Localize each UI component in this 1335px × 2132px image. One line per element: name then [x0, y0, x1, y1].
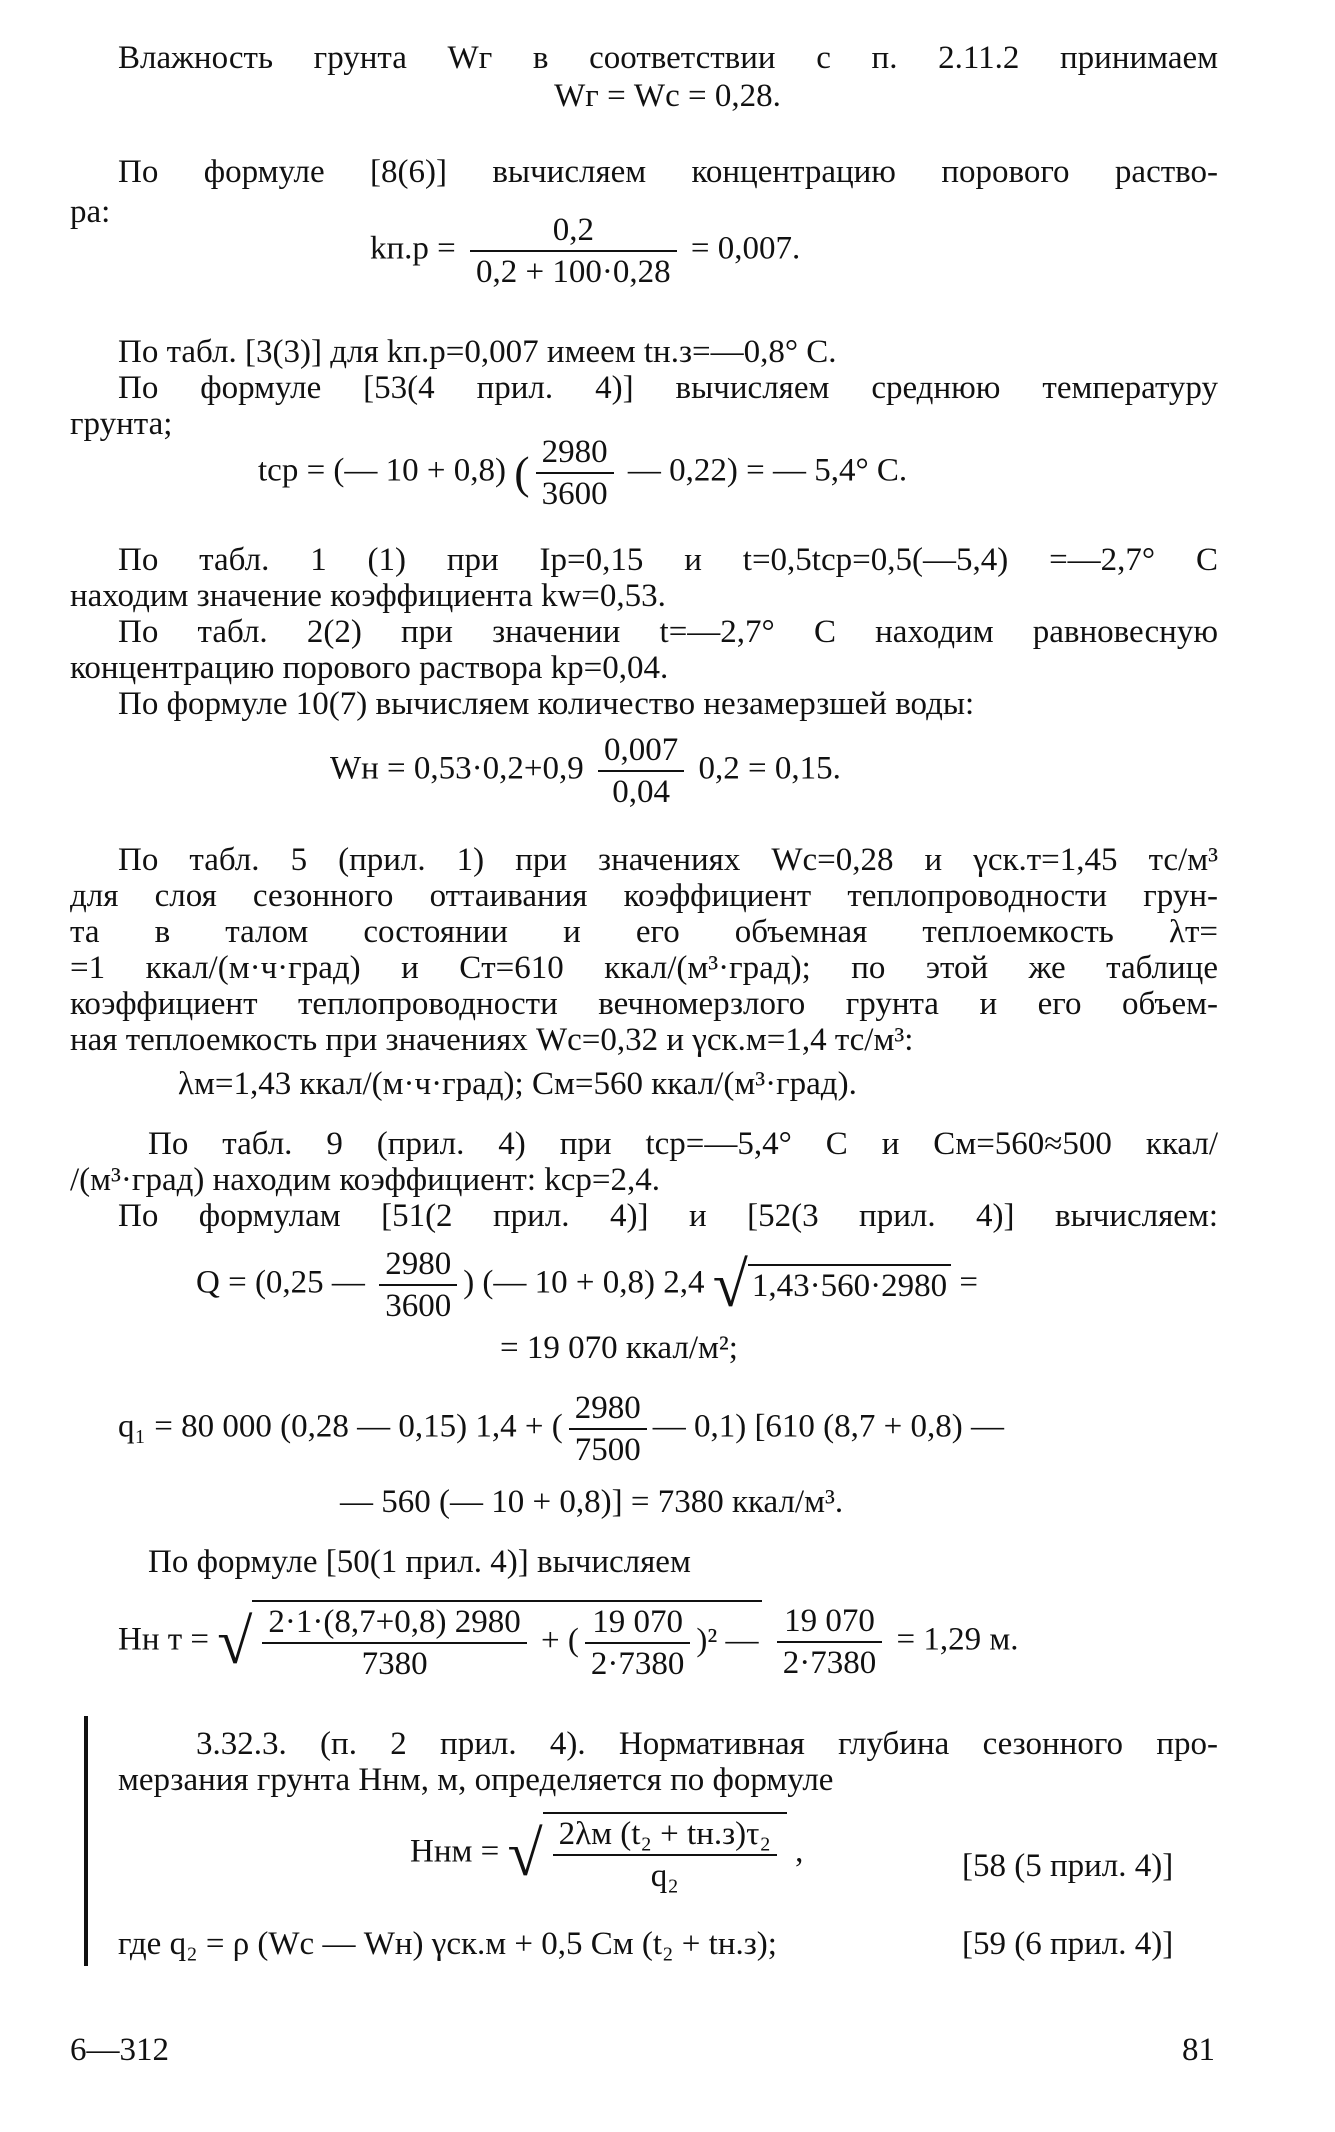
- text-line: По табл. 1 (1) при Iр=0,15 и t=0,5tср=0,5(—5,4) =—2,7° С: [118, 542, 1218, 578]
- equation: где q₂ = ρ (Wс — Wн) γск.м + 0,5 Cм (t₂ + tн.з);: [118, 1926, 777, 1962]
- fraction-numerator: 2980: [536, 432, 614, 474]
- equation-q: [196, 1244, 978, 1326]
- text-line: По формуле 10(7) вычисляем количество незамерзшей воды:: [118, 686, 975, 722]
- fraction: [379, 1244, 457, 1326]
- equation-reference: [58 (5 прил. 4)]: [962, 1848, 1174, 1884]
- fraction-denominator: 7380: [361, 1646, 428, 1682]
- fraction-numerator: 0,007: [598, 730, 684, 772]
- equation: — 560 (— 10 + 0,8)] = 7380 ккал/м³.: [340, 1484, 844, 1520]
- text-line: мерзания грунта Hнм, м, определяется по формуле: [118, 1762, 834, 1798]
- text-line: Влажность грунта Wг в соответствии с п. 2.11.2 принимаем: [118, 40, 1218, 76]
- equation-hm: [410, 1812, 803, 1896]
- fraction: [569, 1388, 647, 1470]
- text-line: По формуле [8(6)] вычисляем концентрацию порового раство-: [118, 154, 1218, 190]
- fraction: [470, 210, 677, 292]
- fraction: [598, 730, 684, 812]
- fraction: [553, 1814, 777, 1896]
- eq-lhs: Hн т =: [118, 1621, 210, 1658]
- fraction: [777, 1601, 883, 1683]
- fraction-numerator: 2λм (t₂ + tн.з)τ₂: [553, 1814, 777, 1856]
- eq-lhs: kп.р =: [370, 230, 456, 267]
- text-line: грунта;: [70, 406, 173, 442]
- signature-mark: 6—312: [70, 2032, 169, 2068]
- eq-mid: ) (— 10 + 0,8) 2,4: [463, 1264, 705, 1301]
- equation-tcp: [258, 432, 907, 514]
- eq-lhs: Q = (0,25 —: [196, 1264, 365, 1301]
- eq-rhs: — 0,1) [610 (8,7 + 0,8) —: [652, 1408, 1005, 1445]
- paren: (: [514, 447, 530, 498]
- fraction: [585, 1602, 691, 1684]
- text-line: По формуле [50(1 прил. 4)] вычисляем: [148, 1544, 691, 1580]
- eq-lhs: tср = (— 10 + 0,8): [258, 452, 507, 489]
- text-line: По формуле [53(4 прил. 4)] вычисляем среднюю температуру: [118, 370, 1218, 406]
- fraction-denominator: 2·7380: [590, 1646, 685, 1682]
- text-line: коэффициент теплопроводности вечномерзлого грунта и его объем-: [70, 986, 1218, 1022]
- fraction-numerator: 2980: [569, 1388, 647, 1430]
- equation: = 19 070 ккал/м²;: [500, 1330, 738, 1366]
- text-line: находим значение коэффициента kw=0,53.: [70, 578, 666, 614]
- fraction-numerator: 19 070: [585, 1602, 691, 1644]
- radicand: [252, 1600, 762, 1684]
- eq-rhs: 0,2 = 0,15.: [698, 750, 841, 787]
- eq-rhs: — 0,22) = — 5,4° С.: [627, 452, 908, 489]
- text-line: =1 ккал/(м·ч·град) и Cт=610 ккал/(м³·град); по этой же таблице: [70, 950, 1218, 986]
- fraction-numerator: 0,2: [470, 210, 677, 252]
- text-line: По табл. 5 (прил. 1) при значениях Wс=0,28 и γск.т=1,45 тс/м³: [118, 842, 1218, 878]
- text-line: ная теплоемкость при значениях Wс=0,32 и γск.м=1,4 тс/м³:: [70, 1022, 914, 1058]
- sqrt-icon: √: [712, 1249, 748, 1320]
- equation-wn: [330, 730, 841, 812]
- text-line: По табл. 9 (прил. 4) при tср=—5,4° С и Cм=560≈500 ккал/: [148, 1126, 1218, 1162]
- eq-sign: =: [959, 1264, 979, 1301]
- text-line: ра:: [70, 194, 111, 230]
- text-line: та в талом состоянии и его объемная теплоемкость λт=: [70, 914, 1218, 950]
- eq-rhs: = 0,007.: [690, 230, 801, 267]
- text-line: концентрацию порового раствора kр=0,04.: [70, 650, 669, 686]
- fraction-numerator: 2980: [379, 1244, 457, 1286]
- equation-h: [118, 1600, 1018, 1684]
- fraction-denominator: 3600: [541, 476, 608, 512]
- text-line: По табл. 2(2) при значении t=—2,7° С находим равновесную: [118, 614, 1218, 650]
- eq-lhs: Hнм =: [410, 1833, 500, 1870]
- sqrt-icon: √: [507, 1818, 543, 1889]
- eq-lhs: q₁ = 80 000 (0,28 — 0,15) 1,4 + (: [118, 1408, 563, 1445]
- page-number: 81: [1182, 2032, 1215, 2068]
- fraction: [536, 432, 614, 514]
- fraction-numerator: 2·1·(8,7+0,8) 2980: [262, 1602, 526, 1644]
- text-line: По табл. [3(3)] для kп.р=0,007 имеем tн.з=—0,8° С.: [118, 334, 837, 370]
- text-line: для слоя сезонного оттаивания коэффициент теплопроводности грун-: [70, 878, 1218, 914]
- fraction-numerator: 19 070: [777, 1601, 883, 1643]
- equation-q1: [118, 1388, 1004, 1470]
- text-line: /(м³·град) находим коэффициент: kср=2,4.: [70, 1162, 661, 1198]
- fraction-denominator: 0,2 + 100·0,28: [476, 254, 671, 290]
- fraction-denominator: 3600: [385, 1288, 452, 1324]
- fraction-denominator: q₂: [650, 1858, 679, 1894]
- text-line: 3.32.3. (п. 2 прил. 4). Нормативная глубина сезонного про-: [196, 1726, 1218, 1762]
- equation: Wг = Wс = 0,28.: [554, 78, 781, 114]
- eq-rhs: = 1,29 м.: [896, 1621, 1019, 1658]
- fraction-denominator: 2·7380: [782, 1645, 877, 1681]
- fraction: [262, 1602, 526, 1684]
- eq-lhs: Wн = 0,53·0,2+0,9: [330, 750, 584, 787]
- radicand: [543, 1812, 787, 1896]
- fraction-denominator: 0,04: [612, 774, 671, 810]
- margin-bar: [84, 1716, 88, 1966]
- radicand: 1,43·560·2980: [748, 1264, 951, 1306]
- eq-plus: + (: [540, 1622, 579, 1659]
- text-line: По формулам [51(2 прил. 4)] и [52(3 прил. 4)] вычисляем:: [118, 1198, 1218, 1234]
- equation: λм=1,43 ккал/(м·ч·град); Cм=560 ккал/(м³·град).: [178, 1066, 857, 1102]
- equation-reference: [59 (6 прил. 4)]: [962, 1926, 1174, 1962]
- sqrt-icon: √: [217, 1606, 253, 1677]
- equation-kpr: [370, 210, 800, 292]
- fraction-denominator: 7500: [574, 1432, 641, 1468]
- eq-comma: ,: [795, 1833, 804, 1870]
- eq-power: )² —: [696, 1622, 759, 1659]
